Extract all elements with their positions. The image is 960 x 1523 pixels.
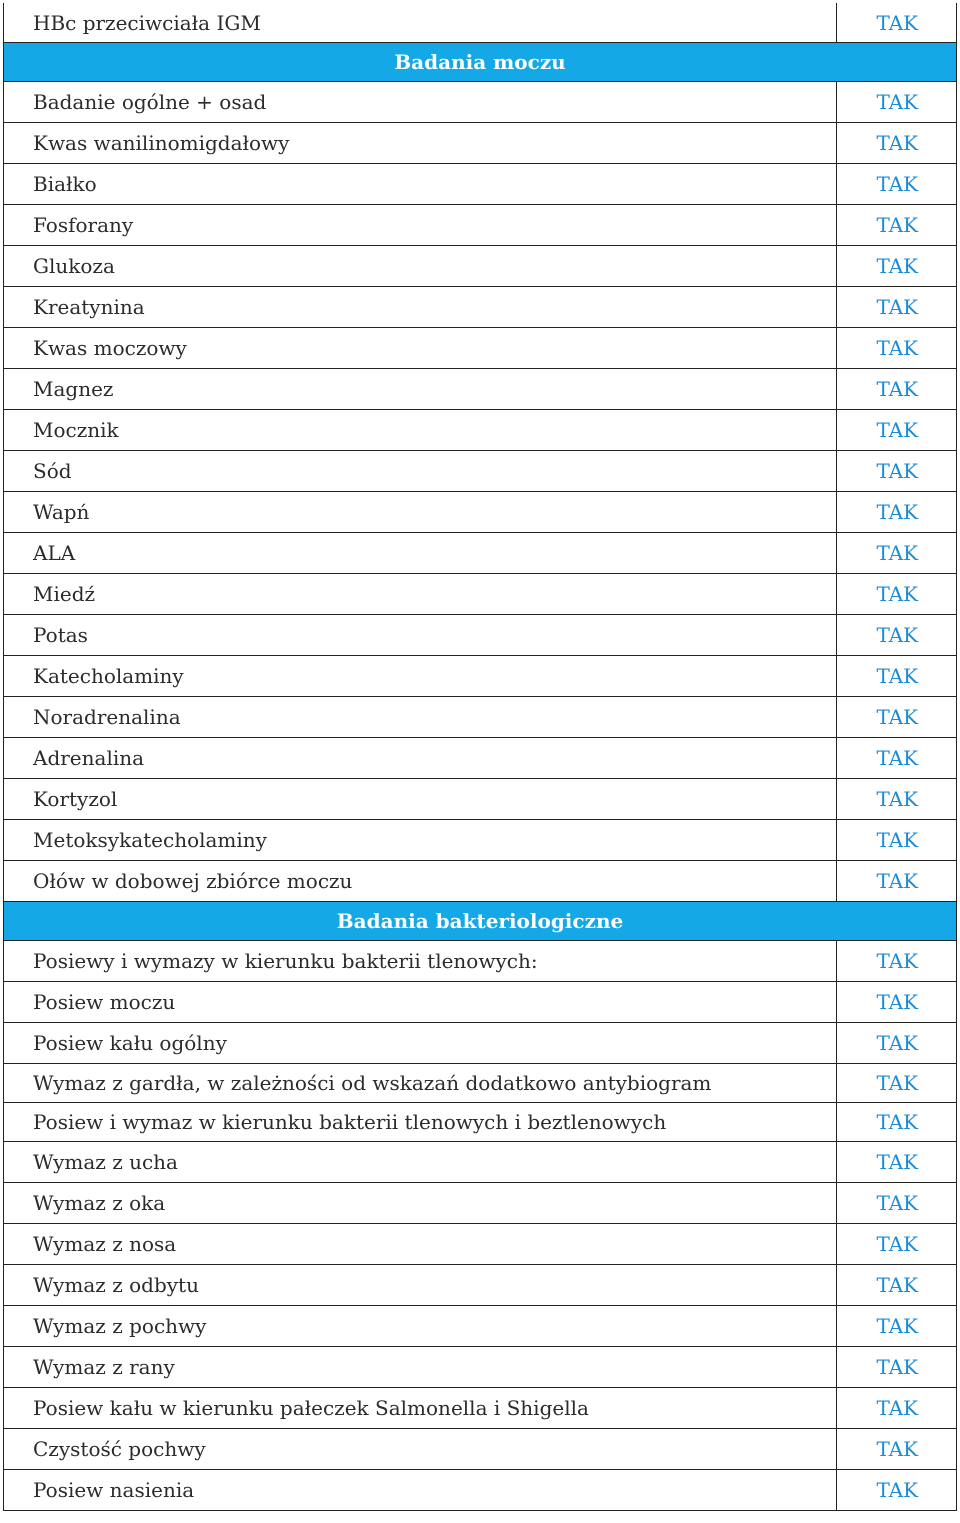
test-name: Kwas moczowy (4, 328, 837, 369)
section-header (4, 43, 957, 82)
table-row (4, 123, 957, 164)
table-row (4, 779, 957, 820)
test-availability: TAK (836, 205, 956, 246)
section-header (4, 902, 957, 941)
table-row (4, 1429, 957, 1470)
test-availability: TAK (836, 1023, 956, 1064)
test-availability: TAK (836, 982, 956, 1023)
test-availability: TAK (836, 533, 956, 574)
test-name: Metoksykatecholaminy (4, 820, 837, 861)
table-row (4, 1224, 957, 1265)
test-name: Kwas wanilinomigdałowy (4, 123, 837, 164)
test-availability: TAK (836, 287, 956, 328)
test-availability: TAK (836, 1347, 956, 1388)
test-availability: TAK (836, 492, 956, 533)
test-availability: TAK (836, 574, 956, 615)
test-availability: TAK (836, 1265, 956, 1306)
test-name: Kortyzol (4, 779, 837, 820)
test-availability: TAK (836, 3, 956, 43)
table-row (4, 82, 957, 123)
test-availability: TAK (836, 123, 956, 164)
table-row (4, 982, 957, 1023)
table-row (4, 1064, 957, 1103)
test-availability: TAK (836, 246, 956, 287)
test-name: Adrenalina (4, 738, 837, 779)
table-row (4, 615, 957, 656)
test-availability: TAK (836, 941, 956, 982)
test-availability: TAK (836, 82, 956, 123)
test-availability: TAK (836, 697, 956, 738)
lab-tests-document (3, 3, 957, 1511)
test-availability: TAK (836, 738, 956, 779)
test-availability: TAK (836, 1064, 956, 1103)
test-availability: TAK (836, 164, 956, 205)
test-name: Wapń (4, 492, 837, 533)
test-name: Glukoza (4, 246, 837, 287)
table-row (4, 1388, 957, 1429)
test-availability: TAK (836, 1103, 956, 1142)
test-name: Sód (4, 451, 837, 492)
test-name: Magnez (4, 369, 837, 410)
test-availability: TAK (836, 861, 956, 902)
table-row (4, 1183, 957, 1224)
test-name: Wymaz z odbytu (4, 1265, 837, 1306)
test-availability: TAK (836, 1224, 956, 1265)
lab-tests-table (3, 3, 957, 1511)
table-row (4, 328, 957, 369)
test-availability: TAK (836, 1183, 956, 1224)
table-row (4, 738, 957, 779)
table-row (4, 246, 957, 287)
table-row (4, 1265, 957, 1306)
test-name: Wymaz z ucha (4, 1142, 837, 1183)
table-row (4, 861, 957, 902)
test-availability: TAK (836, 615, 956, 656)
test-name: Posiew kału ogólny (4, 1023, 837, 1064)
test-availability: TAK (836, 1142, 956, 1183)
table-row (4, 941, 957, 982)
test-name: Wymaz z nosa (4, 1224, 837, 1265)
test-name: Posiew moczu (4, 982, 837, 1023)
table-row (4, 164, 957, 205)
test-name: Posiewy i wymazy w kierunku bakterii tlenowych: (4, 941, 837, 982)
test-availability: TAK (836, 779, 956, 820)
test-availability: TAK (836, 369, 956, 410)
test-availability: TAK (836, 410, 956, 451)
test-availability: TAK (836, 820, 956, 861)
test-name: Czystość pochwy (4, 1429, 837, 1470)
table-row (4, 410, 957, 451)
test-name: Wymaz z pochwy (4, 1306, 837, 1347)
test-name: Wymaz z rany (4, 1347, 837, 1388)
test-availability: TAK (836, 1470, 956, 1511)
test-name: Noradrenalina (4, 697, 837, 738)
section-title: Badania bakteriologiczne (4, 902, 957, 941)
table-row (4, 3, 957, 43)
test-name: Potas (4, 615, 837, 656)
test-name: Miedź (4, 574, 837, 615)
test-name: Białko (4, 164, 837, 205)
table-row (4, 820, 957, 861)
test-name: Wymaz z oka (4, 1183, 837, 1224)
table-row (4, 1023, 957, 1064)
table-row (4, 492, 957, 533)
table-row (4, 697, 957, 738)
table-row (4, 1470, 957, 1511)
table-row (4, 1142, 957, 1183)
table-row (4, 369, 957, 410)
test-name: HBc przeciwciała IGM (4, 3, 837, 43)
test-availability: TAK (836, 656, 956, 697)
table-row (4, 287, 957, 328)
table-row (4, 1103, 957, 1142)
test-availability: TAK (836, 328, 956, 369)
table-row (4, 451, 957, 492)
table-row (4, 205, 957, 246)
test-name: Badanie ogólne + osad (4, 82, 837, 123)
table-row (4, 1347, 957, 1388)
test-name: Posiew i wymaz w kierunku bakterii tlenowych i beztlenowych (4, 1103, 837, 1142)
section-title: Badania moczu (4, 43, 957, 82)
table-row (4, 1306, 957, 1347)
test-availability: TAK (836, 1429, 956, 1470)
test-name: Kreatynina (4, 287, 837, 328)
test-name: Mocznik (4, 410, 837, 451)
test-name: Posiew kału w kierunku pałeczek Salmonella i Shigella (4, 1388, 837, 1429)
test-availability: TAK (836, 1388, 956, 1429)
test-availability: TAK (836, 1306, 956, 1347)
test-name: ALA (4, 533, 837, 574)
table-row (4, 574, 957, 615)
test-name: Wymaz z gardła, w zależności od wskazań dodatkowo antybiogram (4, 1064, 837, 1103)
test-name: Katecholaminy (4, 656, 837, 697)
test-name: Ołów w dobowej zbiórce moczu (4, 861, 837, 902)
test-name: Posiew nasienia (4, 1470, 837, 1511)
test-availability: TAK (836, 451, 956, 492)
table-row (4, 533, 957, 574)
table-row (4, 656, 957, 697)
test-name: Fosforany (4, 205, 837, 246)
